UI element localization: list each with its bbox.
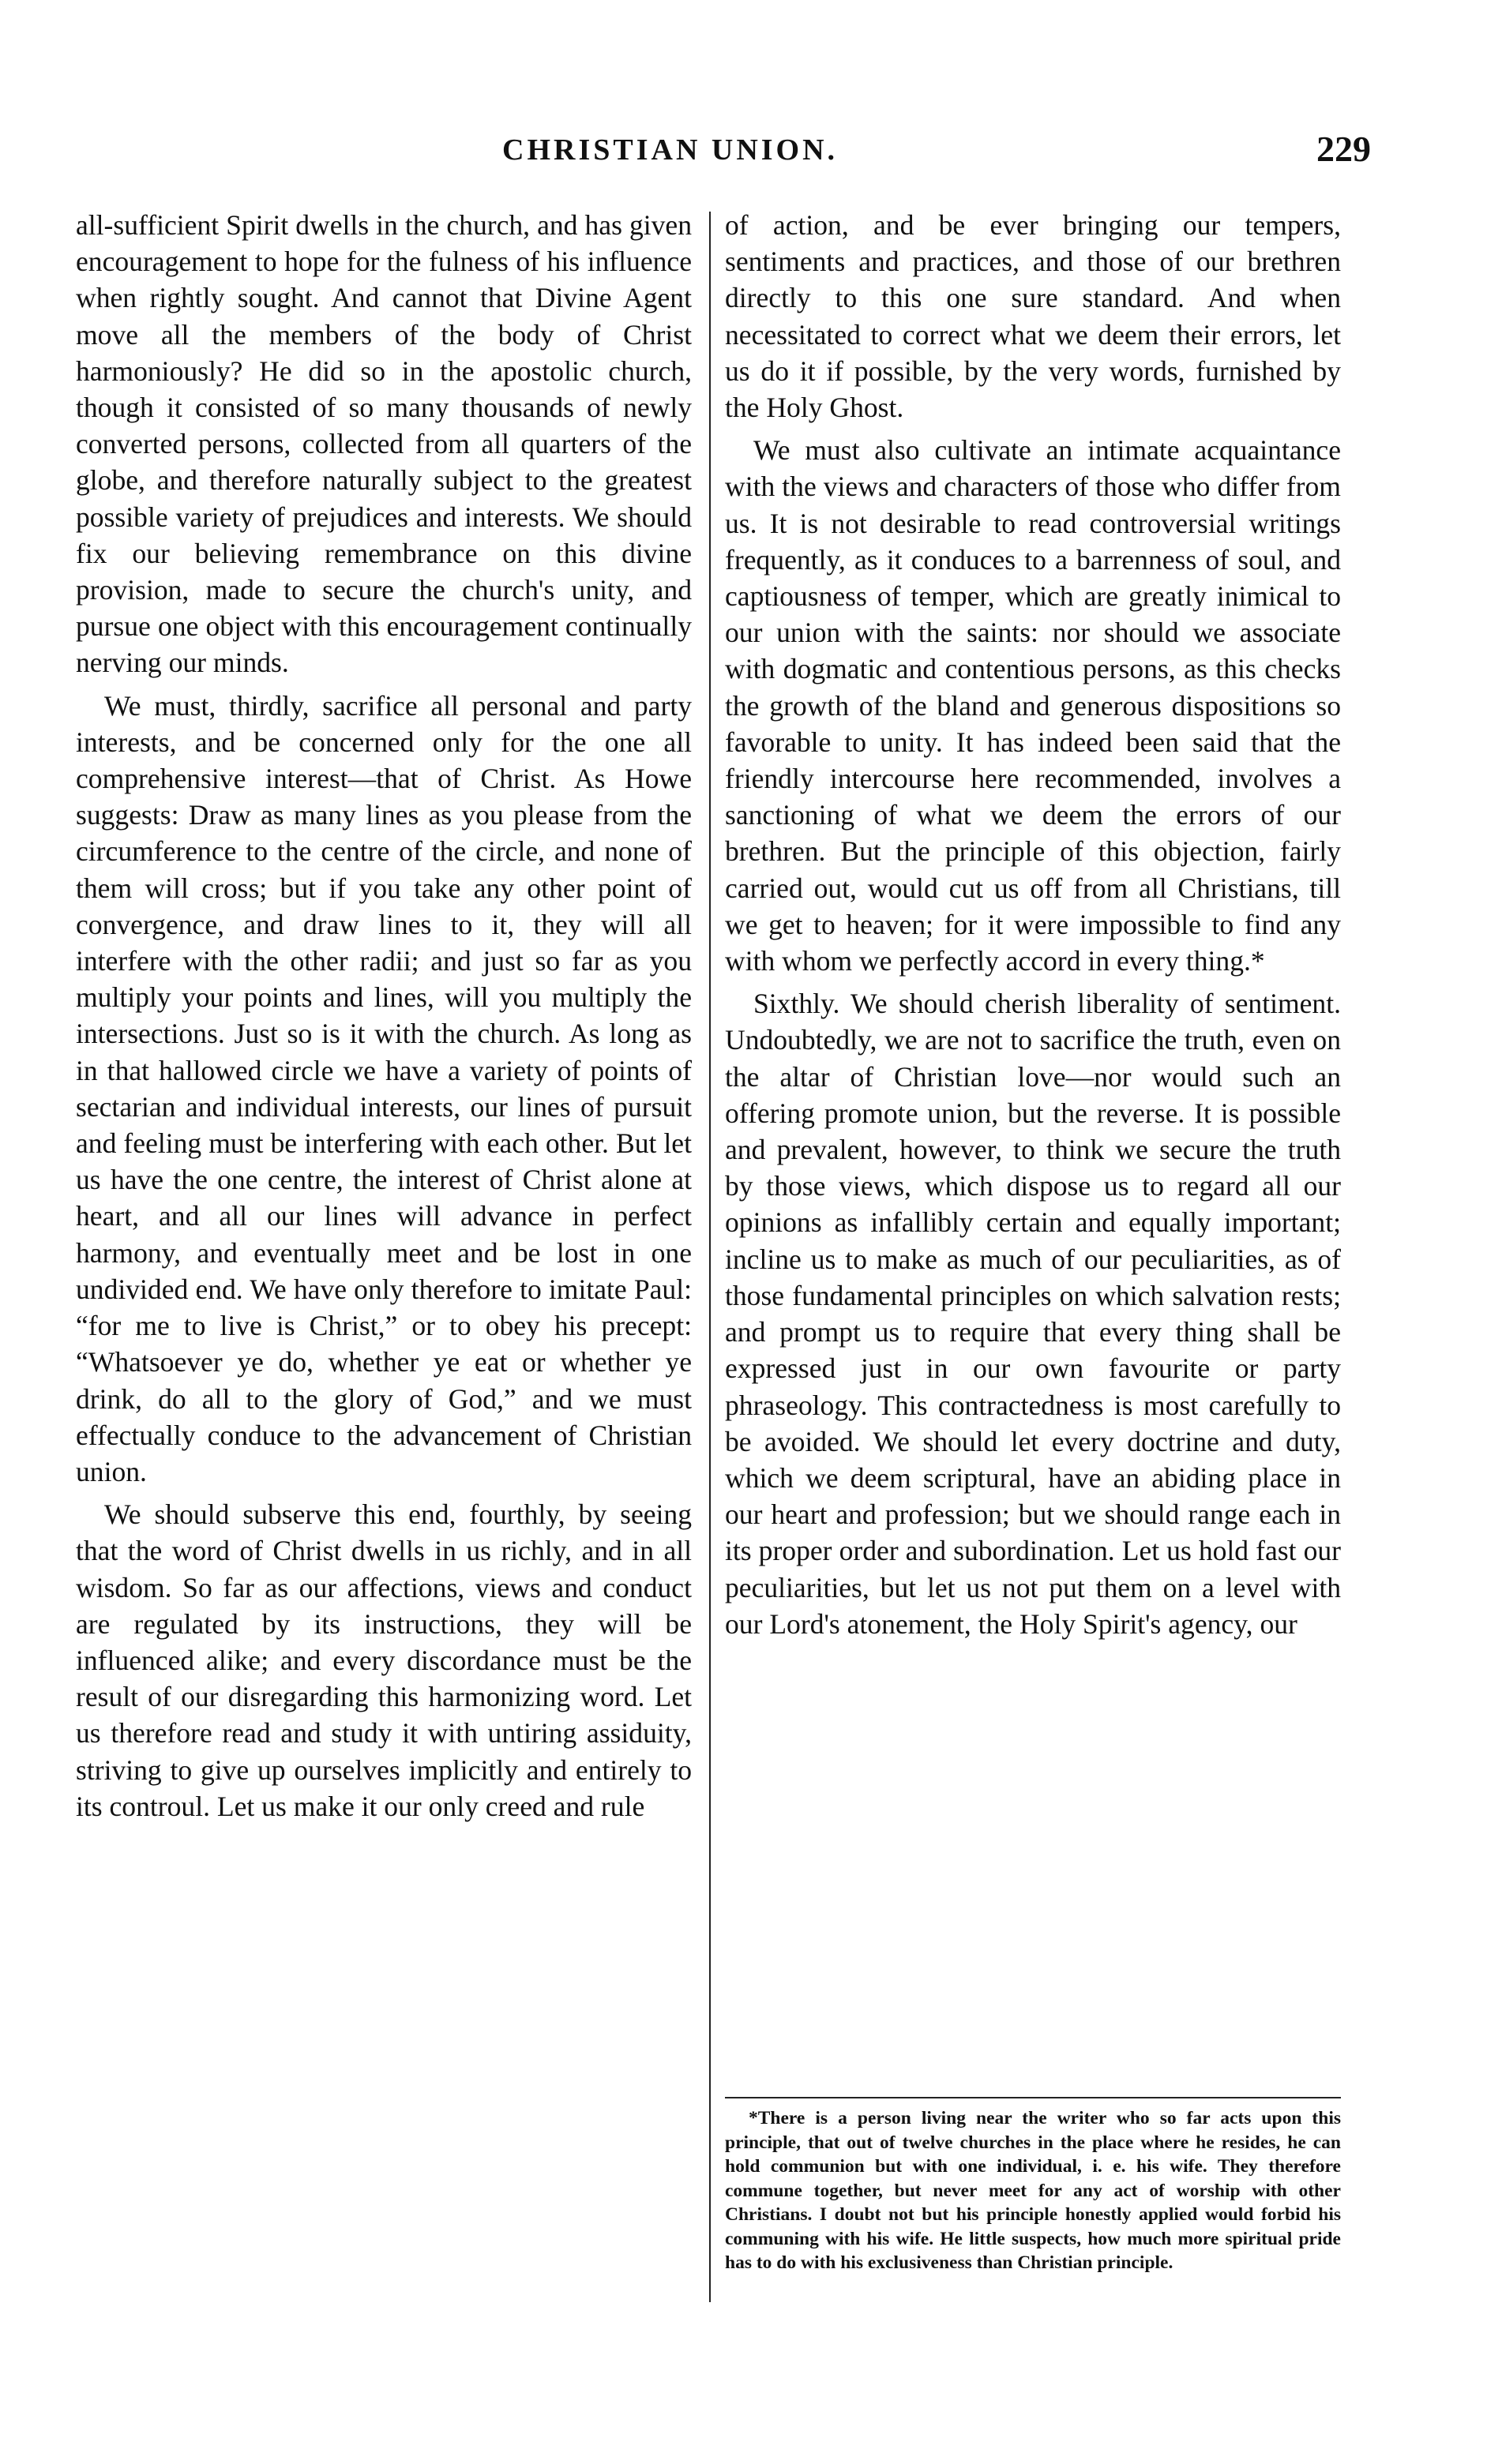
right-column bbox=[725, 207, 1341, 1648]
left-column bbox=[76, 207, 692, 1831]
running-head: CHRISTIAN UNION. bbox=[502, 133, 839, 167]
paragraph: Sixthly. We should cherish liberality of sentiment. Undoubtedly, we are not to sacrifice the truth, even on the altar of Christian love—nor would such an offering promote union, but the reverse. It is possible and prevalent, however, to think we secure the truth by those views, which dispose us to regard all our opinions as infallibly certain and equally important; incline us to make as much of our peculiarities, as of those fundamental principles on which salvation rests; and prompt us to require that every thing shall be expressed just in our own favourite or party phraseology. This contractedness is most carefully to be avoided. We should let every doctrine and duty, which we deem scriptural, have an abiding place in our heart and profession; but we should range each in its proper order and subordination. Let us hold fast our peculiarities, but let us not put them on a level with our Lord's atonement, the Holy Spirit's agency, our bbox=[725, 988, 1341, 1640]
paragraph: We should subserve this end, fourthly, by seeing that the word of Christ dwells in us richly, and in all wisdom. So far as our affections, views and conduct are regulated by its instructions, they will be influenced alike; and every discordance must be the result of our disregarding this harmonizing word. Let us therefore read and study it with untiring assiduity, striving to give up ourselves implicitly and entirely to its controul. Let us make it our only creed and rule bbox=[76, 1498, 692, 1822]
paragraph: of action, and be ever bringing our tempers, sentiments and practices, and those of our brethren directly to this one sure standard. And when necessitated to correct what we deem their errors, let us do it if possible, by the very words, furnished by the Holy Ghost. bbox=[725, 209, 1341, 424]
paragraph: We must also cultivate an intimate acquaintance with the views and characters of those who differ from us. It is not desirable to read controversial writings frequently, as it conduces to a barrenness of soul, and captiousness of temper, which are greatly inimical to our union with the saints: nor should we associate with dogmatic and contentious persons, as this checks the growth of the bland and generous dispositions so favorable to unity. It has indeed been said that the friendly intercourse here recommended, involves a sanctioning of what we deem the errors of our brethren. But the principle of this objection, fairly carried out, would cut us off from all Christians, till we get to heaven; for it were impossible to find any with whom we perfectly accord in every thing.* bbox=[725, 434, 1341, 977]
footnote: *There is a person living near the writer who so far acts upon this principle, that out of twelve churches in the place where he resides, he can hold communion but with one individual, i. e. his wife. They therefore commune together, but never meet for any act of worship with other Christians. I doubt not but his principle honestly applied would forbid his communing with his wife. He little suspects, how much more spiritual pride has to do with his exclusiveness than Christian principle. bbox=[725, 2108, 1341, 2273]
paragraph: all-sufficient Spirit dwells in the church, and has given encouragement to hope for the fulness of his influence when rightly sought. And cannot that Divine Agent move all the members of the body of Christ harmoniously? He did so in the apostolic church, though it consisted of so many thousands of newly converted persons, collected from all quarters of the globe, and therefore naturally subject to the greatest possible variety of prejudices and interests. We should fix our believing remembrance on this divine provision, made to secure the church's unity, and pursue one object with this encouragement continually nerving our minds. bbox=[76, 209, 692, 679]
paragraph: We must, thirdly, sacrifice all personal and party interests, and be concerned only for the one all comprehensive interest—that of Christ. As Howe suggests: Draw as many lines as you please from the circumference to the centre of the circle, and none of them will cross; but if you take any other point of convergence, and draw lines to it, they will all interfere with the other radii; and just so far as you multiply your points and lines, will you multiply the intersections. Just so is it with the church. As long as in that hallowed circle we have a variety of points of sectarian and individual interests, our lines of pursuit and feeling must be interfering with each other. But let us have the one centre, the interest of Christ alone at heart, and all our lines will advance in perfect harmony, and eventually meet and be lost in one undivided end. We have only therefore to imitate Paul: “for me to live is Christ,” or to obey his precept: “Whatsoever ye do, whether ye eat or whether ye drink, do all to the glory of God,” and we must effectually conduce to the advancement of Christian union. bbox=[76, 689, 692, 1487]
column-divider bbox=[709, 212, 711, 2302]
page-header bbox=[76, 129, 1371, 180]
footnote-rule bbox=[725, 2097, 1341, 2098]
page-number: 229 bbox=[1316, 129, 1371, 169]
